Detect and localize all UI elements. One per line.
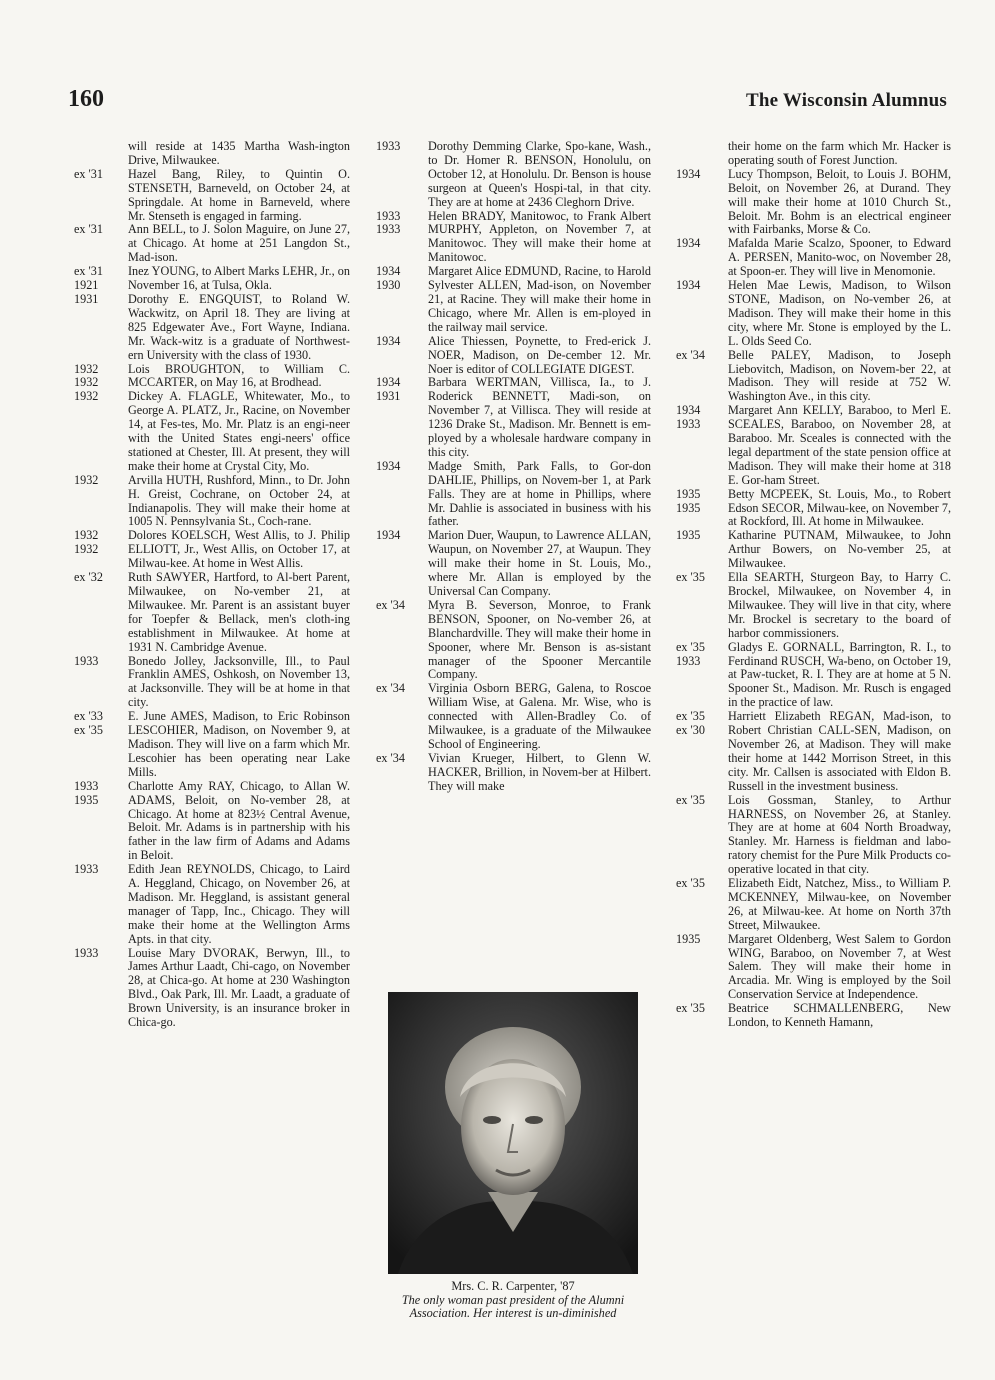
announcement-text: Barbara WERTMAN, Villisca, Ia., to J. Roderick BENNETT, Madi-son, on November 7, at Villisca. They will reside at 1236 Drake St., Madison. Mr. Bennett is em-ployed by a wholesale hardware company in this city. — [428, 375, 651, 459]
announcement-text: Beatrice SCHMALLENBERG, New London, to Kenneth Hamann, — [728, 1001, 951, 1030]
announcement-entry — [74, 571, 350, 654]
class-year: 1933 1935 — [74, 778, 99, 807]
announcement-entry — [376, 752, 651, 794]
announcement-text: Ann BELL, to J. Solon Maguire, on June 27, at Chicago. At home at 251 Langdon St., Mad-ison. — [128, 222, 350, 265]
class-year: 1933 — [74, 862, 99, 877]
announcement-entry — [376, 460, 651, 530]
class-year: 1933 1933 — [376, 208, 401, 237]
caption-description: The only woman past president of the Alumni Association. Her interest is un-diminished — [401, 1292, 625, 1321]
announcement-entry — [376, 682, 651, 752]
announcement-text: Inez YOUNG, to Albert Marks LEHR, Jr., on November 16, at Tulsa, Okla. — [128, 264, 350, 293]
class-year: 1934 — [376, 458, 401, 473]
class-year: ex '31 — [74, 222, 103, 237]
announcement-entry — [376, 210, 651, 266]
announcement-entry — [676, 571, 951, 641]
caption-name: Mrs. C. R. Carpenter, '87 — [451, 1279, 575, 1293]
announcement-text: Betty MCPEEK, St. Louis, Mo., to Robert Edson SECOR, Milwau-kee, on November 7, at Rockford, Ill. At home in Milwaukee. — [728, 486, 951, 529]
class-year: 1932 — [74, 389, 99, 404]
class-year: 1931 — [74, 291, 99, 306]
announcement-entry — [676, 404, 951, 487]
class-year: ex '31 — [74, 166, 103, 181]
announcement-entry — [376, 599, 651, 682]
column-left — [74, 140, 350, 1030]
class-year: 1935 — [676, 931, 701, 946]
announcement-text: their home on the farm which Mr. Hacker is operating south of Forest Junction. — [728, 139, 951, 167]
announcement-entry — [74, 168, 350, 224]
class-year: 1934 — [676, 278, 701, 293]
announcement-entry — [74, 655, 350, 711]
announcement-entry — [376, 529, 651, 599]
announcement-text: Marion Duer, Waupun, to Lawrence ALLAN, Waupun, on November 27, at Waupun. They will make their home in St. Louis, Mo., where Mr. Allan is employed by the Universal Can Company. — [428, 528, 651, 598]
column-right — [676, 140, 951, 1030]
class-year — [676, 140, 728, 168]
announcement-text: Gladys E. GORNALL, Barrington, R. I., to Ferdinand RUSCH, Wa-beno, on October 19, at Paw-tucket, R. I. They are at home at 5 N. Spooner St., Madison. Mr. Rusch is engaged in the practice of law. — [728, 639, 951, 710]
page-number: 160 — [68, 86, 104, 112]
class-year: ex '35 — [676, 1001, 705, 1016]
announcement-entry — [676, 168, 951, 238]
magazine-title: The Wisconsin Alumnus — [746, 90, 947, 111]
announcement-entry — [676, 237, 951, 279]
class-year: 1932 1932 — [74, 361, 99, 390]
announcement-text: Hazel Bang, Riley, to Quintin O. STENSETH, Barneveld, on October 24, at Springdale. At home in Barneveld, where Mr. Stenseth is engaged in farming. — [128, 166, 350, 223]
announcement-entry — [676, 140, 951, 168]
class-year: 1933 — [74, 653, 99, 668]
class-year: ex '33 ex '35 — [74, 709, 103, 738]
class-year: 1934 — [376, 528, 401, 543]
class-year: ex '32 — [74, 570, 103, 585]
class-year: 1934 — [376, 333, 401, 348]
class-year: 1934 1930 — [376, 264, 401, 293]
class-year: ex '35 1933 — [676, 639, 705, 668]
announcement-entry — [74, 947, 350, 1030]
announcement-text: Louise Mary DVORAK, Berwyn, Ill., to James Arthur Laadt, Chi-cago, on November 28, at Chica-go. At home at 230 Washington Blvd., Oak Park, Ill. Mr. Laadt, a graduate of Brown University, is an insurance broker in Chica-go. — [128, 945, 350, 1030]
announcement-text: Lois BROUGHTON, to William C. MCCARTER, on May 16, at Brodhead. — [128, 361, 350, 390]
class-year: ex '31 1921 — [74, 264, 103, 293]
announcement-text: Edith Jean REYNOLDS, Chicago, to Laird A. Heggland, Chicago, on November 26, at Madison. Mr. Heggland, is assistant general manager of Tapp, Inc., Chicago. They will make their home at the Wellington Arms Apts. in that city. — [128, 862, 350, 946]
class-year: 1934 1933 — [676, 403, 701, 432]
announcement-text: Charlotte Amy RAY, Chicago, to Allan W. ADAMS, Beloit, on No-vember 28, at Chicago. At home at 823½ Central Avenue, Beloit. Mr. Adams is in partnership with his father in the law firm of Adams and Adams in Beloit. — [128, 778, 350, 863]
announcement-text: Mafalda Marie Scalzo, Spooner, to Edward A. PERSEN, Manito-woc, on November 28, at Spoon-er. They will live in Menomonie. — [728, 236, 951, 279]
announcement-entry — [74, 529, 350, 571]
class-year: ex '35 ex '30 — [676, 709, 705, 738]
announcement-text: Belle PALEY, Madison, to Joseph Liebovitch, Madison, on Novem-ber 22, at Madison. They will reside at 752 W. Washington Ave., in this city. — [728, 347, 951, 404]
announcement-text: Madge Smith, Park Falls, to Gor-don DAHLIE, Phillips, on Novem-ber 1, at Park Falls. They are at home in Phillips, where Mr. Dahlie is associated in business with his father. — [428, 458, 651, 529]
class-year: ex '34 — [376, 750, 405, 765]
announcement-text: Dolores KOELSCH, West Allis, to J. Philip ELLIOTT, Jr., West Allis, on October 17, at Milwau-kee. At home in West Allis. — [128, 528, 350, 571]
announcement-entry — [376, 140, 651, 210]
announcement-entry — [376, 335, 651, 377]
announcement-entry — [74, 780, 350, 863]
announcement-text: Arvilla HUTH, Rushford, Minn., to Dr. John H. Greist, Cochrane, on October 24, at Indianapolis. They will make their home at 1005 N. Pennsylvania St., Coch-rane. — [128, 472, 350, 529]
class-year — [74, 140, 128, 168]
announcement-entry — [676, 710, 951, 793]
announcement-entry — [676, 349, 951, 405]
announcement-text: Katharine PUTNAM, Milwaukee, to John Arthur Bowers, on No-vember 25, at Milwaukee. — [728, 528, 951, 571]
photo-caption — [372, 1280, 654, 1321]
class-year: ex '34 — [676, 347, 705, 362]
class-year: 1935 — [676, 528, 701, 543]
class-year: 1934 1931 — [376, 375, 401, 404]
class-year: ex '34 — [376, 681, 405, 696]
announcement-text: Virginia Osborn BERG, Galena, to Roscoe William Wise, at Galena. Mr. Wise, who is connected with Allen-Bradley Co. of Milwaukee, is a graduate of the Milwaukee School of Engineering. — [428, 681, 651, 751]
class-year: 1934 — [676, 166, 701, 181]
announcement-text: Helen BRADY, Manitowoc, to Frank Albert MURPHY, Appleton, on November 7, at Manitowoc. They will make their home at Manitowoc. — [428, 208, 651, 265]
class-year: 1935 1935 — [676, 486, 701, 515]
announcement-text: Elizabeth Eidt, Natchez, Miss., to William P. MCKENNEY, Milwau-kee, on November 26, at Milwau-kee. At home on North 37th Street, Milwaukee. — [728, 876, 951, 932]
announcement-entry — [676, 488, 951, 530]
class-year: 1932 — [74, 472, 99, 487]
portrait-image — [388, 992, 638, 1274]
announcement-entry — [676, 1002, 951, 1030]
announcement-text: Alice Thiessen, Poynette, to Fred-erick J. NOER, Madison, on De-cember 12. Mr. Noer is editor of COLLEGIATE DIGEST. — [428, 333, 651, 376]
announcement-text: Helen Mae Lewis, Madison, to Wilson STONE, Madison, on No-vember 26, at Madison. They will make their home in this city, where Mr. Stone is employed by the L. L. Olds Seed Co. — [728, 278, 951, 348]
announcement-entry — [676, 933, 951, 1003]
announcement-text: Vivian Krueger, Hilbert, to Glenn W. HACKER, Brillion, in Novem-ber at Hilbert. They will make — [428, 750, 651, 793]
announcement-text: Ruth SAWYER, Hartford, to Al-bert Parent, Milwaukee, on No-vember 21, at Milwaukee. Mr. Parent is an assistant buyer for Toepfer & Bellack, men's cloth-ing establishment in Milwaukee. At home at 1931 N. Cambridge Avenue. — [128, 570, 350, 654]
announcement-entry — [74, 390, 350, 473]
announcement-text: Margaret Oldenberg, West Salem to Gordon WING, Baraboo, on November 7, at West Salem. They will make their home in Arcadia. Mr. Wing is employed by the Soil Conservation Service at Independence. — [728, 931, 951, 1002]
column-middle — [376, 140, 651, 794]
announcement-entry — [676, 529, 951, 571]
announcement-text: Lucy Thompson, Beloit, to Louis J. BOHM, Beloit, on November 26, at Durand. They will make their home at 1010 Church St., Beloit. Mr. Bohm is an electrical engineer with Fairbanks, Morse & Co. — [728, 166, 951, 237]
announcement-entry — [676, 877, 951, 933]
announcement-entry — [74, 140, 350, 168]
announcement-entry — [676, 279, 951, 349]
announcement-entry — [74, 863, 350, 946]
class-year: 1934 — [676, 236, 701, 251]
class-year: ex '35 — [676, 570, 705, 585]
announcement-entry — [676, 794, 951, 877]
announcement-entry — [74, 223, 350, 265]
announcement-entry — [74, 293, 350, 363]
announcement-text: Dickey A. FLAGLE, Whitewater, Mo., to George A. PLATZ, Jr., Racine, on November 14, at Fes-tes, Mo. Mr. Platz is an engi-neer with the United States engi-neers' office stationed at Chester, Ill. At present, they will make their home at Crystal City, Mo. — [128, 389, 350, 473]
announcement-entry — [376, 376, 651, 459]
class-year: 1933 — [376, 139, 401, 153]
class-year: 1932 1932 — [74, 528, 99, 557]
announcement-text: Margaret Ann KELLY, Baraboo, to Merl E. SCEALES, Baraboo, on November 28, at Baraboo. Mr. Sceales is connected with the legal department of the state pension office at Madison. They will make their home at 318 E. Gor-ham Street. — [728, 403, 951, 487]
announcement-text: Harriett Elizabeth REGAN, Mad-ison, to Robert Christian CALL-SEN, Madison, on November 26, at Madison. They will make their home at 1442 Morrison Street, in this city. Mr. Callsen is associated with Eldon B. Russell in the investment business. — [728, 709, 951, 793]
announcement-entry — [74, 474, 350, 530]
announcement-entry — [376, 265, 651, 335]
announcement-text: will reside at 1435 Martha Wash-ington Drive, Milwaukee. — [128, 139, 350, 167]
announcement-entry — [74, 710, 350, 780]
announcement-text: Bonedo Jolley, Jacksonville, Ill., to Paul Franklin AMES, Oshkosh, on November 13, at Jacksonville. They will be at home in that city. — [128, 653, 350, 710]
class-year: 1933 — [74, 945, 99, 960]
announcement-text: Margaret Alice EDMUND, Racine, to Harold Sylvester ALLEN, Mad-ison, on November 21, at Racine. They will make their home in Chicago, where Mr. Allen is em-ployed in the railway mail service. — [428, 264, 651, 334]
announcement-text: Ella SEARTH, Sturgeon Bay, to Harry C. Brockel, Milwaukee, on November 4, in Milwaukee. They will live in that city, where Mr. Brockel is secretary to the board of harbor commissioners. — [728, 570, 951, 640]
class-year: ex '34 — [376, 597, 405, 612]
announcement-text: Dorothy Demming Clarke, Spo-kane, Wash., to Dr. Homer R. BENSON, Honolulu, on October 12, at Honolulu. Dr. Benson is house surgeon at Queen's Hospi-tal, in that city. They are at home at 2436 Cleghorn Drive. — [428, 139, 651, 209]
announcement-entry — [74, 265, 350, 293]
class-year: ex '35 — [676, 792, 705, 807]
class-year: ex '35 — [676, 876, 705, 891]
announcement-text: E. June AMES, Madison, to Eric Robinson LESCOHIER, Madison, on November 9, at Madison. They will live on a farm which Mr. Lescohier has been operating near Lake Mills. — [128, 709, 350, 779]
announcement-entry — [676, 641, 951, 711]
announcement-text: Lois Gossman, Stanley, to Arthur HARNESS, on November 26, at Stanley. They are at home at 604 North Broadway, Stanley. Mr. Harness is fieldman and labo-ratory chemist for the Pure Milk Products co-operative located in that city. — [728, 792, 951, 877]
announcement-text: Myra B. Severson, Monroe, to Frank BENSON, Spooner, on No-vember 26, at Blanchardville. They will make their home in Spooner, where Mr. Benson is as-sistant manager of the Spooner Mercantile Company. — [428, 597, 651, 682]
announcement-text: Dorothy E. ENGQUIST, to Roland W. Wackwitz, on April 18. They are living at 825 Edgewater Ave., Fort Wayne, Indiana. Mr. Wack-witz is a graduate of Northwest-ern University with the class of 1930. — [128, 291, 350, 362]
portrait-photo — [388, 992, 638, 1274]
announcement-entry — [74, 363, 350, 391]
